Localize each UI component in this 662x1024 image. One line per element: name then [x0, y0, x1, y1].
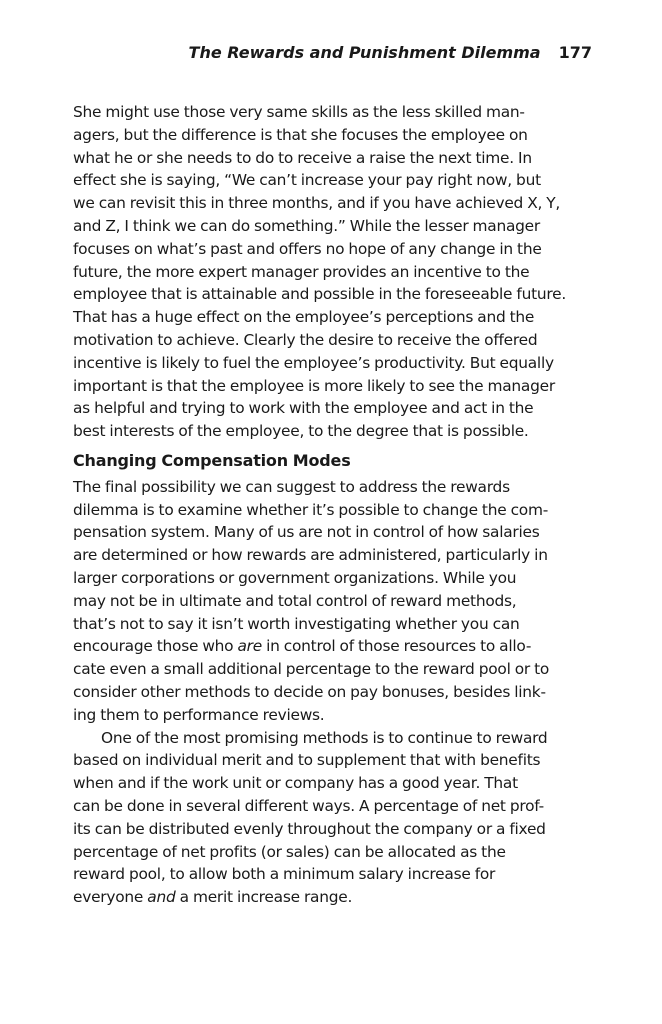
- text-line: One of the most promising methods is to continue to reward: [101, 728, 548, 747]
- text-line: its can be distributed evenly throughout the company or a fixed: [73, 819, 546, 838]
- text-line: may not be in ultimate and total control of reward methods,: [73, 591, 517, 610]
- italic-emphasis: are: [237, 637, 262, 656]
- text-line: That has a huge effect on the employee’s perceptions and the: [73, 308, 535, 327]
- page-number: 177: [558, 43, 592, 62]
- text-line: based on individual merit and to supplement that with benefits: [73, 751, 541, 770]
- text-line: future, the more expert manager provides an incentive to the: [73, 262, 530, 281]
- italic-emphasis: and: [147, 888, 176, 907]
- section-heading: Changing Compensation Modes: [73, 450, 351, 470]
- text-line: focuses on what’s past and offers no hope of any change in the: [73, 239, 542, 258]
- text-line: can be done in several different ways. A percentage of net prof-: [73, 796, 544, 815]
- text-segment: encourage those who: [73, 637, 238, 656]
- text-line: pensation system. Many of us are not in control of how salaries: [73, 523, 540, 542]
- text-line: effect she is saying, “We can’t increase your pay right now, but: [73, 171, 541, 190]
- text-line-with-italic: [73, 886, 593, 909]
- text-segment: everyone: [73, 888, 148, 907]
- text-line: important is that the employee is more likely to see the manager: [73, 376, 555, 395]
- text-segment: in control of those resources to allo-: [261, 637, 532, 656]
- text-line: incentive is likely to fuel the employee’s productivity. But equally: [73, 353, 554, 372]
- text-line: that’s not to say it isn’t worth investigating whether you can: [73, 614, 520, 633]
- text-line: percentage of net profits (or sales) can be allocated as the: [73, 842, 506, 861]
- text-line: as helpful and trying to work with the employee and act in the: [73, 399, 534, 418]
- text-line: consider other methods to decide on pay bonuses, besides link-: [73, 682, 546, 701]
- text-line: we can revisit this in three months, and if you have achieved X, Y,: [73, 194, 561, 213]
- paragraph-1: [73, 101, 593, 443]
- text-line: larger corporations or government organizations. While you: [73, 568, 517, 587]
- text-line-with-italic: [73, 635, 593, 658]
- text-line: reward pool, to allow both a minimum salary increase for: [73, 865, 496, 884]
- running-header: [150, 42, 592, 64]
- text-line: are determined or how rewards are administered, particularly in: [73, 546, 548, 565]
- paragraph-3: [73, 727, 593, 909]
- text-line: when and if the work unit or company has a good year. That: [73, 774, 518, 793]
- text-line: and Z, I think we can do something.” While the lesser manager: [73, 216, 540, 235]
- text-segment: a merit increase range.: [175, 888, 353, 907]
- text-line: best interests of the employee, to the degree that is possible.: [73, 422, 529, 441]
- text-line: ing them to performance reviews.: [73, 705, 325, 724]
- paragraph-2: [73, 476, 593, 727]
- text-line: motivation to achieve. Clearly the desire to receive the offered: [73, 330, 538, 349]
- text-line: The final possibility we can suggest to address the rewards: [73, 477, 510, 496]
- text-line: dilemma is to examine whether it’s possible to change the com-: [73, 500, 549, 519]
- text-line: She might use those very same skills as the less skilled man-: [73, 103, 525, 121]
- text-line: cate even a small additional percentage to the reward pool or to: [73, 660, 550, 679]
- body-text: [73, 101, 593, 909]
- text-line: employee that is attainable and possible in the foreseeable future.: [73, 285, 566, 304]
- text-line: agers, but the difference is that she focuses the employee on: [73, 125, 528, 144]
- chapter-title: The Rewards and Punishment Dilemma: [188, 43, 541, 62]
- text-line: what he or she needs to do to receive a raise the next time. In: [73, 148, 532, 167]
